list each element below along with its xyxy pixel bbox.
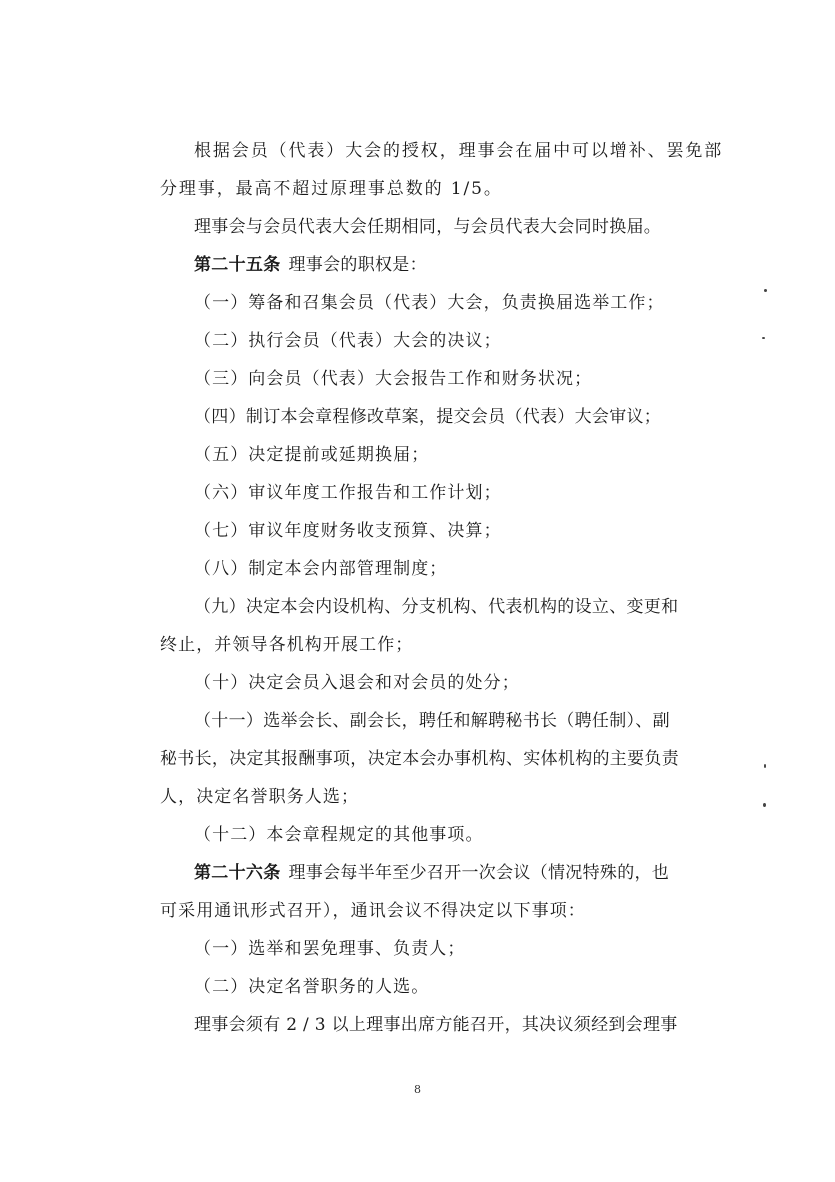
list-item: （四）制订本会章程修改草案，提交会员（代表）大会审议；	[194, 407, 662, 427]
list-item: （二）决定名誉职务的人选。	[194, 977, 430, 997]
page-number: 8	[414, 1083, 421, 1096]
paragraph-line: 可采用通讯形式召开），通讯会议不得决定以下事项：	[160, 901, 586, 921]
list-item: （八）制定本会内部管理制度；	[194, 559, 448, 579]
list-item: （一）选举和罢免理事、负责人；	[194, 939, 466, 959]
list-item: （一）筹备和召集会员（代表）大会，负责换届选举工作；	[194, 293, 665, 313]
list-item: （三）向会员（代表）大会报告工作和财务状况；	[194, 369, 593, 389]
list-item: （九）决定本会内设机构、分支机构、代表机构的设立、变更和	[194, 597, 679, 617]
list-item: （十一）选举会长、副会长，聘任和解聘秘书长（聘任制）、副	[194, 711, 670, 731]
article-26-heading	[194, 863, 669, 883]
list-item: （十二）本会章程规定的其他事项。	[194, 825, 484, 845]
list-item: （二）执行会员（代表）大会的决议；	[194, 331, 502, 351]
list-item: （六）审议年度工作报告和工作计划；	[194, 483, 502, 503]
list-item: （十）决定会员入退会和对会员的处分；	[194, 673, 520, 693]
paragraph-line: 分理事，最高不超过原理事总数的 1/5。	[160, 179, 503, 199]
list-item-continuation: 终止，并领导各机构开展工作；	[160, 635, 414, 655]
article-title: 第二十六条	[194, 863, 281, 883]
list-item-continuation: 人，决定名誉职务人选；	[160, 787, 360, 807]
scan-speck	[762, 337, 765, 339]
paragraph-line: 理事会须有 2 / 3 以上理事出席方能召开，其决议须经到会理事	[194, 1015, 678, 1035]
paragraph-line: 根据会员（代表）大会的授权，理事会在届中可以增补、罢免部	[194, 141, 724, 161]
article-text: 理事会的职权是：	[288, 255, 427, 275]
scan-speck	[764, 289, 767, 292]
article-text: 理事会每半年至少召开一次会议（情况特殊的，也	[288, 863, 670, 883]
list-item: （七）审议年度财务收支预算、决算；	[194, 521, 502, 541]
article-title: 第二十五条	[194, 255, 281, 275]
article-25-heading	[194, 255, 427, 275]
paragraph-line: 理事会与会员代表大会任期相同，与会员代表大会同时换届。	[194, 217, 662, 237]
list-item: （五）决定提前或延期换届；	[194, 445, 430, 465]
scan-speck	[764, 764, 766, 768]
scan-speck	[763, 803, 766, 807]
list-item-continuation: 秘书长，决定其报酬事项，决定本会办事机构、实体机构的主要负责	[160, 749, 679, 769]
